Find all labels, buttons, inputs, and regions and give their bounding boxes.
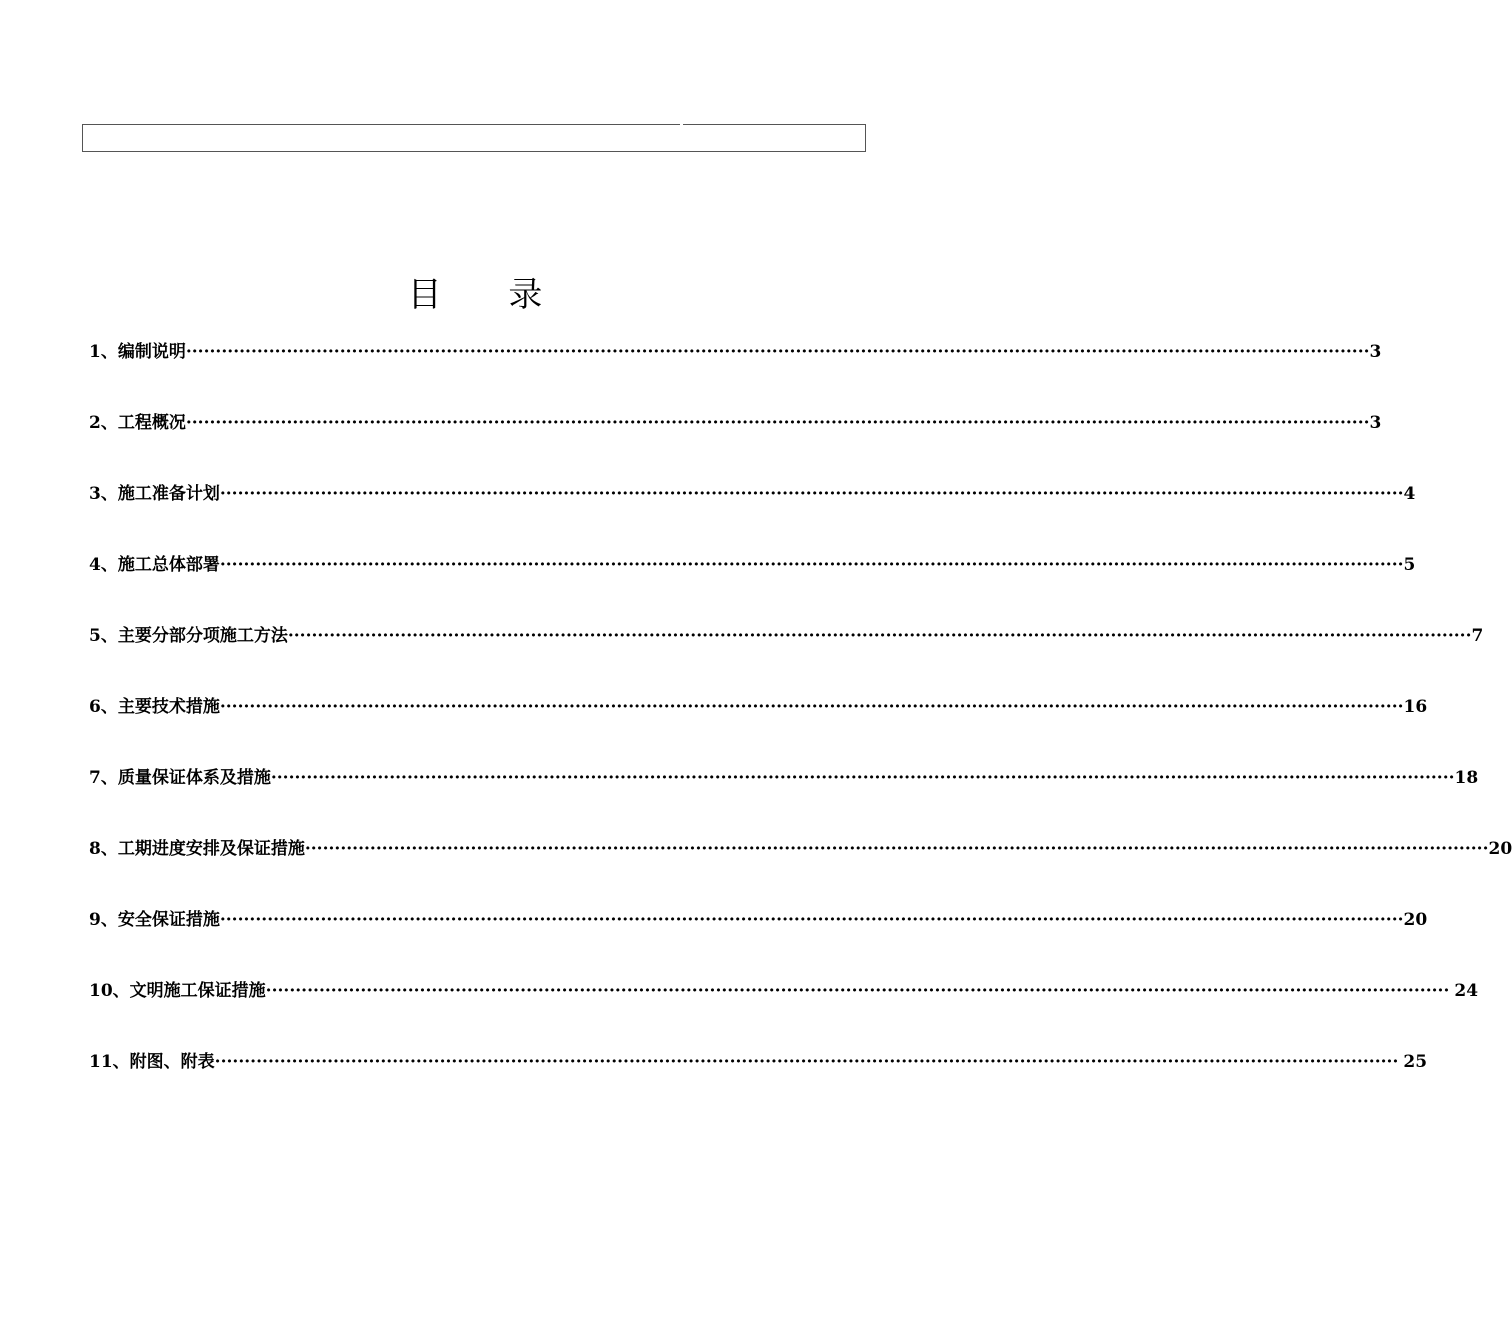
toc-entry-label: 5、主要分部分项施工方法	[89, 626, 288, 646]
toc-entry-label: 4、施工总体部署	[89, 555, 220, 575]
toc-entry-page: 16	[1403, 697, 1428, 717]
toc-entry[interactable]	[89, 550, 1416, 580]
toc-entry-page: 5	[1403, 555, 1416, 575]
toc-entry-page: 4	[1403, 484, 1416, 504]
toc-dot-leader: ········································································································································································································	[219, 484, 1404, 504]
toc-dot-leader: ········································································································································································································	[219, 555, 1404, 575]
toc-entry-page: 24	[1454, 981, 1479, 1001]
toc-dot-leader: ········································································································································································································	[287, 626, 1472, 646]
toc-entry-label: 1、编制说明	[89, 342, 186, 362]
toc-dot-leader: ········································································································································································································	[214, 1052, 1399, 1072]
toc-entry[interactable]	[89, 976, 1479, 1006]
toc-entry-label: 8、工期进度安排及保证措施	[89, 839, 305, 859]
toc-entry-page: 7	[1471, 626, 1484, 646]
toc-dot-leader: ········································································································································································································	[265, 981, 1450, 1001]
page-header-box	[82, 124, 866, 152]
toc-entry-label: 2、工程概况	[89, 413, 186, 433]
toc-entry[interactable]	[89, 408, 1382, 438]
toc-entry-page: 3	[1369, 342, 1382, 362]
toc-entry[interactable]	[89, 621, 1484, 651]
toc-dot-leader: ········································································································································································································	[185, 413, 1370, 433]
toc-entry[interactable]	[89, 337, 1382, 367]
toc-entry-page: 25	[1403, 1052, 1428, 1072]
toc-title: 目 录	[407, 275, 571, 315]
header-border-gap	[680, 123, 683, 127]
toc-entry-label: 3、施工准备计划	[89, 484, 220, 504]
toc-dot-leader: ········································································································································································································	[185, 342, 1370, 362]
toc-entry-label: 10、文明施工保证措施	[89, 981, 266, 1001]
toc-entry-label: 6、主要技术措施	[89, 697, 220, 717]
toc-entry[interactable]	[89, 692, 1428, 722]
toc-entry-label: 7、质量保证体系及措施	[89, 768, 271, 788]
toc-entry[interactable]	[89, 479, 1416, 509]
toc-entry-label: 9、安全保证措施	[89, 910, 220, 930]
toc-entry-label: 11、附图、附表	[89, 1052, 215, 1072]
toc-dot-leader: ········································································································································································································	[304, 839, 1489, 859]
toc-dot-leader: ········································································································································································································	[219, 910, 1404, 930]
toc-dot-leader: ········································································································································································································	[270, 768, 1455, 788]
toc-entry[interactable]	[89, 834, 1512, 864]
toc-entry[interactable]	[89, 1047, 1428, 1077]
toc-entry-page: 20	[1403, 910, 1428, 930]
toc-entry-page: 3	[1369, 413, 1382, 433]
toc-entry[interactable]	[89, 905, 1428, 935]
toc-entry[interactable]	[89, 763, 1479, 793]
toc-dot-leader: ········································································································································································································	[219, 697, 1404, 717]
toc-entry-page: 18	[1454, 768, 1479, 788]
toc-entry-page: 20	[1488, 839, 1512, 859]
